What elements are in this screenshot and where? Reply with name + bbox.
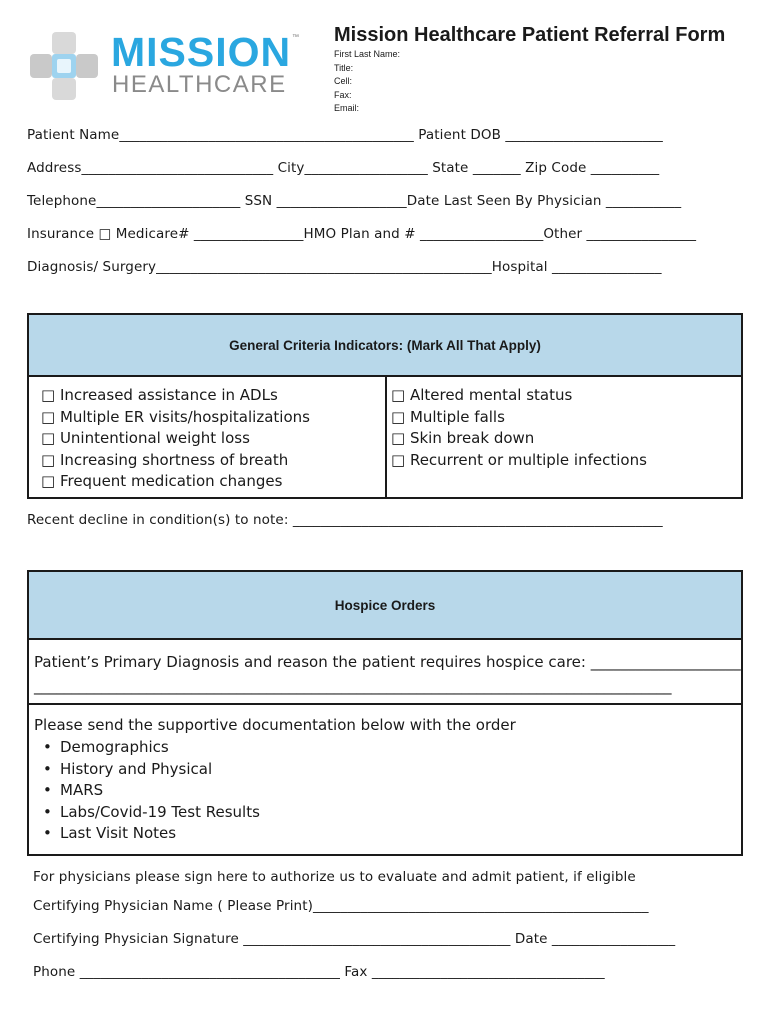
primary-diagnosis-line[interactable]: Patient’s Primary Diagnosis and reason the patient requires hospice care: ____________________ — [34, 653, 741, 671]
mission-healthcare-logo — [30, 30, 310, 102]
documentation-item: • Last Visit Notes — [34, 823, 260, 845]
physician-name-line[interactable]: Certifying Physician Name ( Please Print)_________________________________________________ — [33, 898, 649, 914]
criteria-checkbox-item[interactable]: □ Multiple falls — [391, 407, 505, 426]
insurance-line[interactable]: Insurance □ Medicare# ________________HMO Plan and # __________________Other ________________ — [27, 226, 697, 242]
logo-trademark: ™ — [292, 34, 299, 41]
criteria-checkbox-item[interactable]: □ Frequent medication changes — [41, 472, 283, 490]
criteria-heading: General Criteria Indicators: (Mark All That Apply) — [29, 315, 741, 377]
diagnosis-hospital-line[interactable]: Diagnosis/ Surgery_________________________________________________Hospital ________________ — [27, 259, 662, 275]
hospice-divider — [29, 703, 741, 705]
criteria-left-list — [41, 385, 310, 493]
form-title: Mission Healthcare Patient Referral Form — [334, 24, 726, 46]
cross-logo-icon — [30, 32, 98, 100]
address-city-state-zip-line[interactable]: Address____________________________ City__________________ State _______ Zip Code __________ — [27, 160, 660, 176]
criteria-box — [27, 313, 743, 499]
documentation-item: • Demographics — [34, 737, 260, 759]
criteria-checkbox-item[interactable]: □ Unintentional weight loss — [41, 429, 250, 447]
phone-fax-line[interactable]: Phone ______________________________________ Fax __________________________________ — [33, 964, 605, 980]
criteria-divider — [385, 377, 387, 497]
hospice-orders-box — [27, 570, 743, 856]
contact-name-label: First Last Name: — [334, 49, 401, 59]
hospice-heading: Hospice Orders — [29, 572, 741, 640]
criteria-checkbox-item[interactable]: □ Increased assistance in ADLs — [41, 386, 278, 404]
criteria-checkbox-item[interactable]: □ Increasing shortness of breath — [41, 450, 289, 469]
documentation-item: • History and Physical — [34, 759, 260, 781]
logo-word-healthcare: HEALTHCARE — [112, 71, 287, 98]
recent-decline-line[interactable]: Recent decline in condition(s) to note: ______________________________________________________ — [27, 512, 663, 528]
criteria-checkbox-item[interactable]: □ Multiple ER visits/hospitalizations — [41, 407, 310, 426]
contact-fax-label: Fax: — [334, 90, 352, 100]
telephone-ssn-date-line[interactable]: Telephone_____________________ SSN ___________________Date Last Seen By Physician ___________ — [27, 193, 682, 209]
contact-cell-label: Cell: — [334, 76, 353, 86]
criteria-checkbox-item[interactable]: □ Skin break down — [391, 429, 535, 447]
criteria-checkbox-item[interactable]: □ Altered mental status — [391, 386, 573, 404]
physician-authorization-text: For physicians please sign here to authorize us to evaluate and admit patient, if eligible — [33, 869, 636, 885]
documentation-item: • MARS — [34, 780, 260, 802]
physician-signature-date-line[interactable]: Certifying Physician Signature _______________________________________ Date __________________ — [33, 931, 676, 947]
contact-email-label: Email: — [334, 103, 360, 113]
criteria-right-list — [391, 385, 647, 471]
primary-diagnosis-continuation-line[interactable]: _____________________________________________________________________________________ — [34, 677, 672, 695]
documentation-list — [34, 737, 260, 845]
patient-name-dob-line[interactable]: Patient Name___________________________________________ Patient DOB _______________________ — [27, 127, 663, 143]
documentation-intro: Please send the supportive documentation below with the order — [34, 716, 516, 734]
contact-title-label: Title: — [334, 63, 354, 73]
logo-word-mission: MISSION — [111, 29, 292, 75]
documentation-item: • Labs/Covid-19 Test Results — [34, 802, 260, 824]
criteria-checkbox-item[interactable]: □ Recurrent or multiple infections — [391, 450, 647, 469]
